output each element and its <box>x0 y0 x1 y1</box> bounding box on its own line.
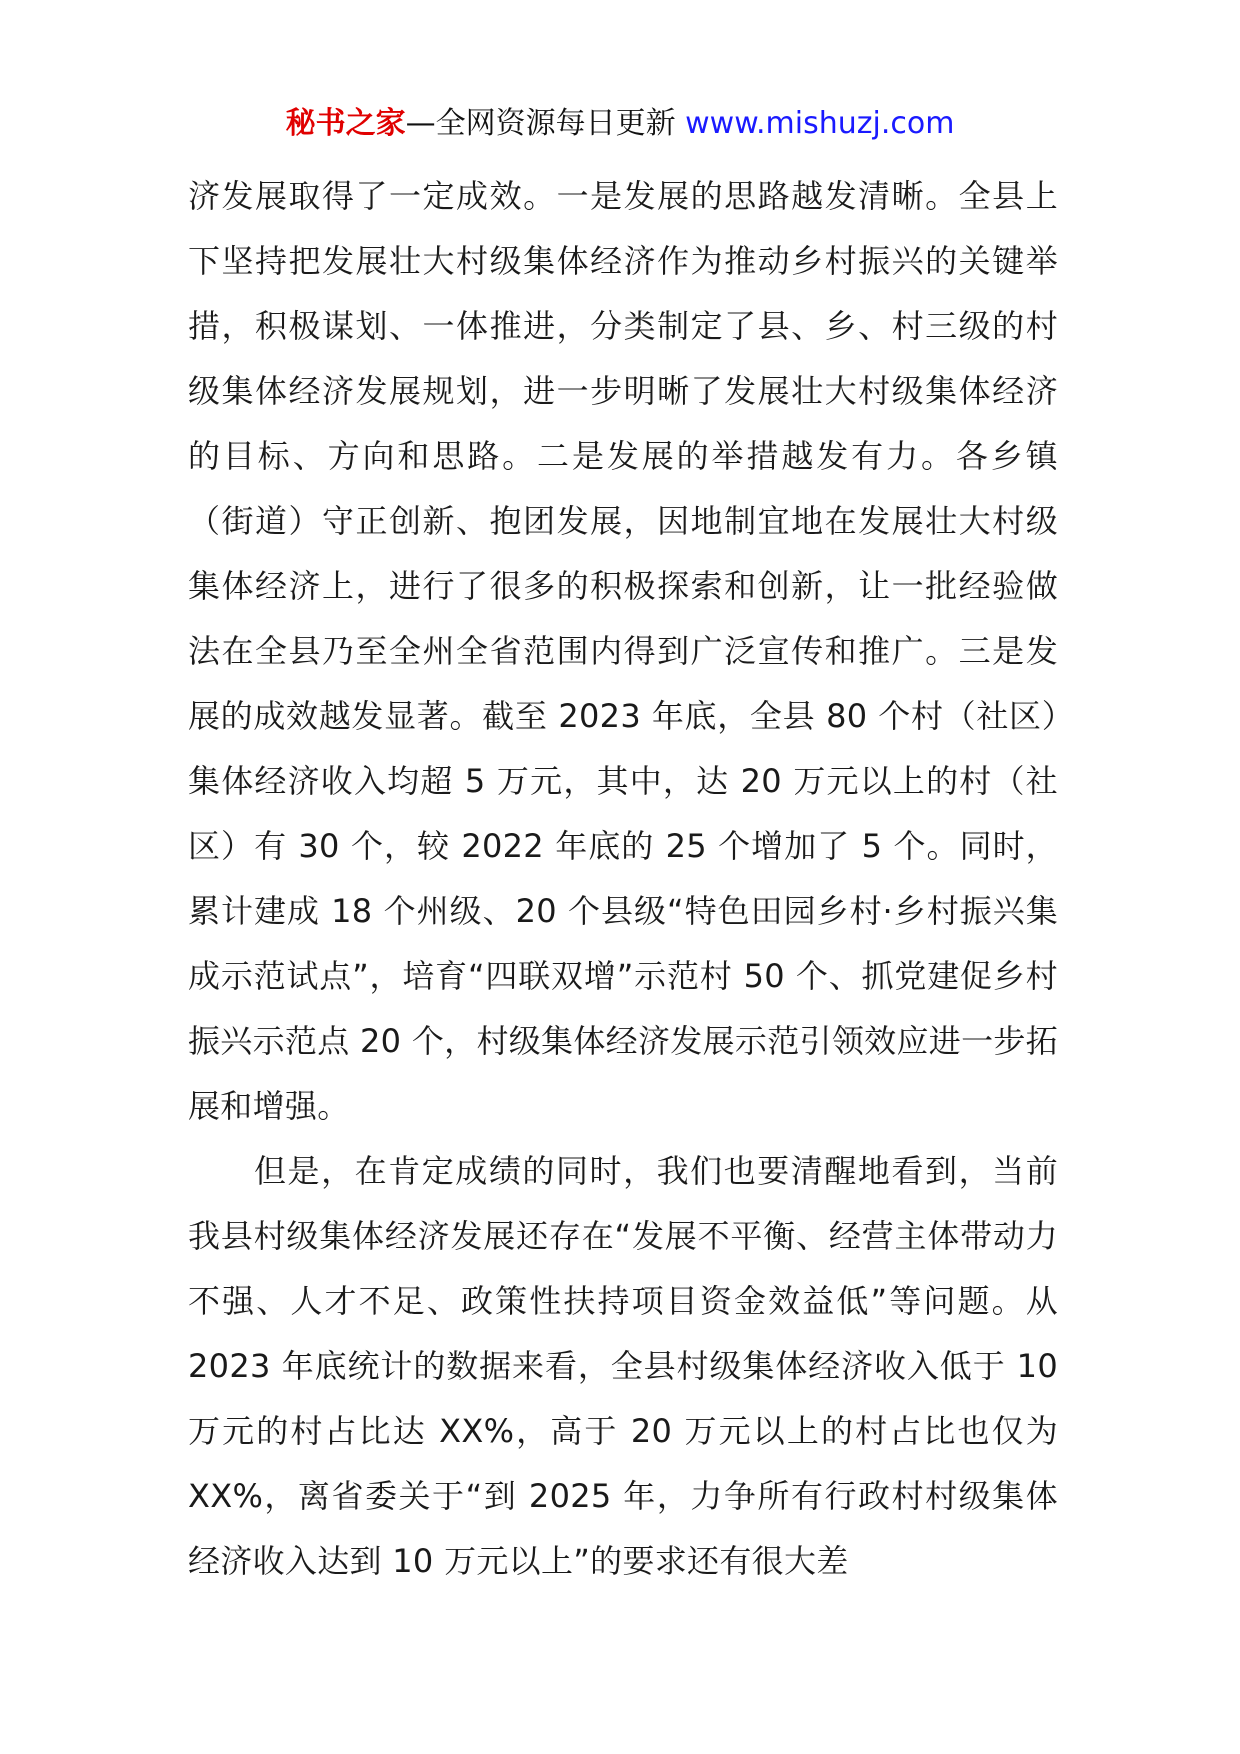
document-body <box>188 164 1058 1594</box>
site-header <box>0 104 1240 144</box>
brand-name: 秘书之家 <box>285 106 406 141</box>
paragraph-continued: 济发展取得了一定成效。一是发展的思路越发清晰。全县上下坚持把发展壮大村级集体经济作为推动乡村振兴的关键举措，积极谋划、一体推进，分类制定了县、乡、村三级的村级集体经济发展规划，进一步明晰了发展壮大村级集体经济的目标、方向和思路。二是发展的举措越发有力。各乡镇（街道）守正创新、抱团发展，因地制宜地在发展壮大村级集体经济上，进行了很多的积极探索和创新，让一批经验做法在全县乃至全州全省范围内得到广泛宣传和推广。三是发展的成效越发显著。截至 2023 年底，全县 80 个村（社区）集体经济收入均超 5 万元，其中，达 20 万元以上的村（社区）有 30 个，较 2022 年底的 25 个增加了 5 个。同时，累计建成 18 个州级、20 个县级“特色田园乡村·乡村振兴集成示范试点”，培育“四联双增”示范村 50 个、抓党建促乡村振兴示范点 20 个，村级集体经济发展示范引领效应进一步拓展和增强。 <box>188 177 1058 1125</box>
header-tagline: —全网资源每日更新 <box>405 106 676 141</box>
paragraph: 但是，在肯定成绩的同时，我们也要清醒地看到，当前我县村级集体经济发展还存在“发展不平衡、经营主体带动力不强、人才不足、政策性扶持项目资金效益低”等问题。从 2023 年底统计的数据来看，全县村级集体经济收入低于 10 万元的村占比达 XX%，高于 20 万元以上的村占比也仅为 XX%，离省委关于“到 2025 年，力争所有行政村村级集体经济收入达到 10 万元以上”的要求还有很大差 <box>188 1152 1058 1580</box>
site-url-link[interactable]: www.mishuzj.com <box>685 106 955 141</box>
